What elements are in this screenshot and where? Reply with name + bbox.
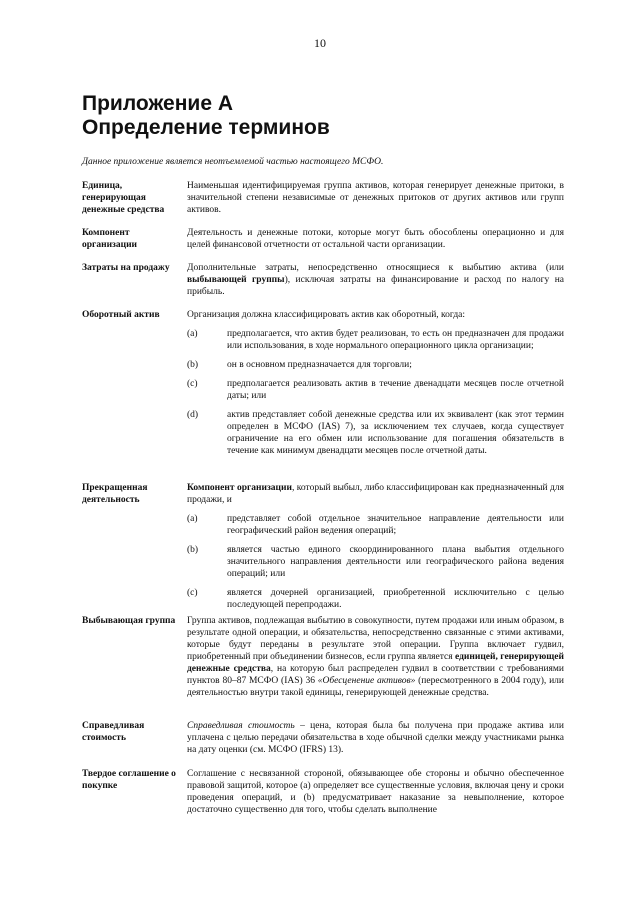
intro-text: Данное приложение является неотъемлемой частью настоящего МСФО. [82, 157, 384, 167]
list-item: (c) предполагается реализовать актив в течение двенадцати месяцев после отчетной даты; или [187, 379, 564, 401]
definition: Деятельность и денежные потоки, которые могут быть обособлены операционно и для целей финансовой отчетности от остальной части организации. [187, 228, 564, 250]
definition-entry [82, 262, 564, 298]
definition: Организация должна классифицировать актив как оборотный, когда: (a) предполагается, что актив будет реализован, то есть он предназначен для продажи или использования, в ходе нормального операционного цикла организации; (b) он в основном предназначается для торговли; (c) предполагается реализовать актив в течение двенадцати месяцев после отчетной даты; или (d) актив представляет собой денежные средства или их эквивалент (как этот термин определен в МСФО (IAS) 7), за исключением тех случаев, когда существует ограничение на его обмен или использование для погашения обязательств в течение как минимум двенадцати месяцев после отчетной даты. [187, 310, 564, 456]
list-item: (a) представляет собой отдельное значительное направление деятельности или географический район ведения операций; [187, 514, 564, 536]
title-line-2: Определение терминов [82, 116, 330, 139]
term: Твердое соглашение о покупке [82, 769, 176, 791]
list-item: (d) актив представляет собой денежные средства или их эквивалент (как этот термин определен в МСФО (IAS) 7), за исключением тех случаев, когда существует ограничение на его обмен или использование для погашения обязательств в течение как минимум двенадцати месяцев после отчетной даты. [187, 410, 564, 456]
list-item: (b) является частью единого скоординированного плана выбытия отдельного значительного направления деятельности или географического района ведения операций; или [187, 545, 564, 579]
definition: Соглашение с несвязанной стороной, обязывающее обе стороны и обычно обеспеченное правовой защитой, которое (а) определяет все существенные условия, включая цену и сроки проведения операций, и (b) предусматривает наказание за невыполнение, которое достаточно существенно для того, чтобы сделать выполнение [187, 769, 564, 815]
page-number: 10 [314, 36, 326, 50]
page-title [82, 92, 330, 140]
title-line-1: Приложение А [82, 92, 234, 115]
term-italic: Справедливая стоимость [187, 721, 295, 731]
term: Единица, генерирующая денежные средства [82, 181, 165, 215]
definition-entry [82, 615, 564, 699]
term-reference: выбывающей группы [187, 275, 285, 285]
definition: Компонент организации, который выбыл, либо классифицирован как предназначенный для продажи, и (a) представляет собой отдельное значительное направление деятельности или географический район ведения операций; (b) является частью единого скоординированного плана выбытия отдельного значительного направления деятельности или географического района ведения операций; или (c) является дочерней организацией, приобретенной исключительно с целью последующей перепродажи. [187, 483, 564, 610]
term: Затраты на продажу [82, 263, 170, 273]
definition: Справедливая стоимость – цена, которая была бы получена при продаже актива или уплачена с целью передачи обязательства в ходе обычной сделки между участниками рынка на дату оценки (см. МСФО (IFRS) 13). [187, 721, 565, 755]
list-item: (b) он в основном предназначается для торговли; [187, 360, 412, 370]
definition-entry [82, 482, 564, 611]
term: Оборотный актив [82, 310, 160, 320]
definition-entry [82, 180, 564, 216]
definition: Наименьшая идентифицируемая группа активов, которая генерирует денежные притоки, в значительной степени независимые от денежных притоков от других активов или групп активов. [187, 181, 564, 215]
definition: Дополнительные затраты, непосредственно относящиеся к выбытию актива (или выбывающей группы), исключая затраты на финансирование и расход по налогу на прибыль. [187, 263, 564, 297]
standard-title: «Обесценение активов» [317, 676, 416, 686]
list-item: (c) является дочерней организацией, приобретенной исключительно с целью последующей перепродажи. [187, 588, 564, 610]
definition-entry [82, 768, 564, 816]
term: Справедливая стоимость [82, 721, 145, 743]
list-item: (a) предполагается, что актив будет реализован, то есть он предназначен для продажи или использования, в ходе нормального операционного цикла организации; [187, 329, 564, 351]
definition: Группа активов, подлежащая выбытию в совокупности, путем продажи или иным образом, в результате одной операции, и обязательства, непосредственно связанные с этими активами, которые будут переданы в результате этой операции. Группа включает гудвил, приобретенный при объединении бизнесов, если группа является единицей, генерирующей денежные средства, на которую был распределен гудвил в соответствии с требованиями пунктов 80–87 МСФО (IAS) 36 «Обесценение активов» (пересмотренного в 2004 году), или деятельностью внутри такой единицы, генерирующей денежные средства. [187, 616, 564, 698]
term-reference: Компонент организации [187, 483, 292, 493]
term-reference: единицей, генерирующей денежные средства [187, 652, 564, 674]
term: Выбывающая группа [82, 616, 176, 626]
definition-entry [82, 227, 564, 251]
term: Прекращенная деятельность [82, 483, 148, 505]
definition-entry [82, 720, 564, 756]
definition-entry [82, 309, 564, 457]
term: Компонент организации [82, 228, 138, 250]
